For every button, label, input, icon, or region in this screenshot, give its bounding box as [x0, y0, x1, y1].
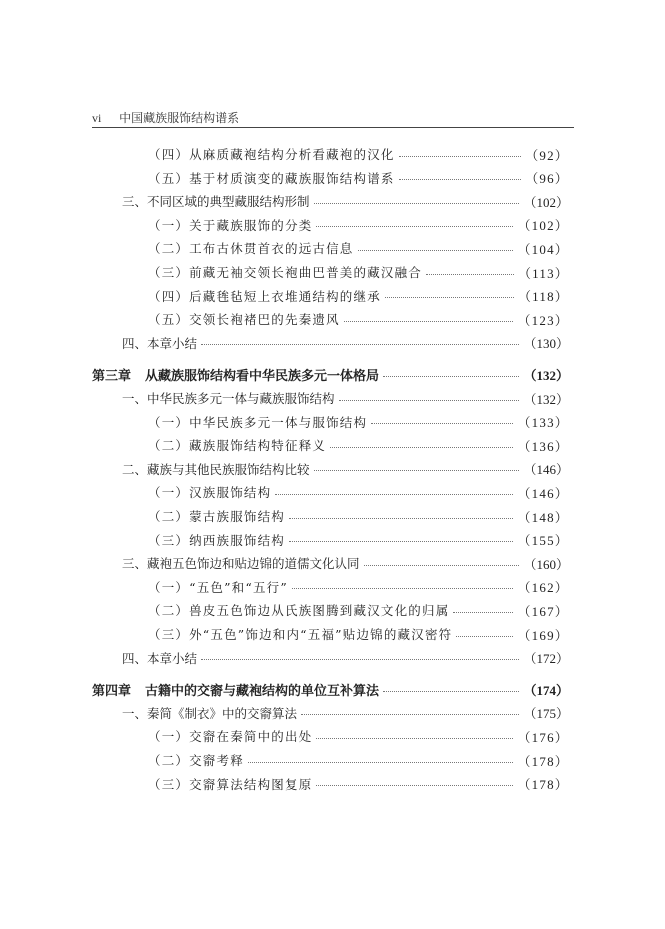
toc-entry	[122, 553, 569, 573]
dot-leader	[383, 691, 519, 692]
entry-page: （176）	[517, 729, 569, 745]
entry-page: （92）	[525, 147, 569, 163]
entry-title: （五）交领长袍褚巴的先秦遗风	[148, 312, 340, 328]
dot-leader	[385, 297, 514, 298]
page-number: vi	[92, 111, 102, 125]
dot-leader	[371, 423, 513, 424]
entry-title: （一）“五色”和“五行”	[148, 579, 288, 595]
entry-title: （二）工布古休贯首衣的远古信息	[148, 241, 354, 257]
toc-entry	[148, 412, 569, 432]
dot-leader	[201, 659, 519, 660]
entry-page: （148）	[517, 509, 569, 525]
entry-title: （二）交窬考释	[148, 753, 244, 768]
toc-entry	[148, 750, 569, 770]
entry-title: （五）基于材质演变的藏族服饰结构谱系	[148, 170, 395, 186]
entry-title: （三）外“五色”饰边和内“五福”贴边锦的藏汉密符	[148, 627, 453, 642]
entry-page: （146）	[517, 485, 569, 501]
entry-page: （102）	[523, 194, 569, 210]
dot-leader	[344, 321, 514, 322]
toc-entry	[148, 262, 569, 282]
dot-leader	[456, 636, 513, 637]
running-header	[92, 109, 574, 128]
toc-entry	[122, 459, 569, 479]
dot-leader	[399, 179, 522, 180]
entry-page: （102）	[517, 218, 569, 234]
entry-page: （136）	[517, 438, 569, 454]
toc-entry	[148, 168, 569, 188]
entry-page: （104）	[517, 241, 569, 257]
toc-entry	[148, 238, 569, 258]
entry-page: （113）	[517, 265, 569, 281]
entry-page: （96）	[525, 171, 569, 187]
dot-leader	[292, 588, 514, 589]
dot-leader	[316, 738, 513, 739]
entry-page: （172）	[523, 651, 569, 667]
toc-entry	[148, 726, 569, 746]
entry-page: （146）	[523, 462, 569, 478]
toc-entry	[148, 600, 569, 620]
entry-page: （178）	[517, 753, 569, 769]
entry-title: 二、藏族与其他民族服饰结构比较	[122, 461, 310, 477]
entry-title: （四）从麻质藏袍结构分析看藏袍的汉化	[148, 147, 395, 162]
dot-leader	[364, 565, 520, 566]
dot-leader	[289, 518, 513, 519]
entry-page: （132）	[523, 391, 569, 407]
entry-title: 三、藏袍五色饰边和贴边锦的道儒文化认同	[122, 556, 360, 572]
entry-title: （一）交窬在秦简中的出处	[148, 729, 313, 745]
dot-leader	[201, 344, 519, 345]
entry-title: 古籍中的交窬与藏袍结构的单位互补算法	[145, 683, 380, 699]
dot-leader	[383, 376, 519, 377]
entry-title: （四）后藏毪毡短上衣堆通结构的继承	[148, 288, 381, 304]
entry-title: （一）汉族服饰结构	[148, 485, 272, 501]
entry-title: 一、中华民族多元一体与藏族服饰结构	[122, 391, 335, 406]
entry-page: （155）	[517, 533, 569, 549]
toc-entry	[148, 309, 569, 329]
entry-page: （132）	[523, 367, 569, 383]
dot-leader	[358, 250, 514, 251]
toc-entry	[148, 530, 569, 550]
entry-title: （三）前藏无袖交领长袍曲巴普美的藏汉融合	[148, 265, 423, 280]
toc-entry	[148, 286, 569, 306]
dot-leader	[330, 447, 513, 448]
toc-entry	[122, 191, 569, 211]
toc-entry	[122, 648, 569, 668]
dot-leader	[426, 274, 514, 275]
toc-entry	[148, 506, 569, 526]
dot-leader	[301, 714, 519, 715]
entry-title: （二）兽皮五色饰边从氏族图腾到藏汉文化的归属	[148, 603, 450, 619]
entry-page: （118）	[517, 289, 569, 305]
chapter-number: 第三章	[92, 368, 132, 384]
dot-leader	[289, 541, 513, 542]
chapter-number: 第四章	[92, 683, 132, 699]
entry-page: （174）	[523, 682, 569, 698]
entry-title: （二）蒙古族服饰结构	[148, 509, 286, 524]
toc-entry	[122, 333, 569, 353]
dot-leader	[399, 156, 522, 157]
dot-leader	[316, 226, 513, 227]
book-title: 中国藏族服饰结构谱系	[119, 111, 240, 125]
dot-leader	[314, 470, 520, 471]
entry-page: （130）	[523, 336, 569, 352]
entry-title: （三）交窬算法结构图复原	[148, 776, 313, 792]
dot-leader	[316, 785, 513, 786]
toc-chapter-entry	[92, 679, 569, 699]
entry-page: （133）	[517, 415, 569, 431]
dot-leader	[339, 400, 520, 401]
entry-page: （123）	[517, 312, 569, 328]
toc-entry	[148, 215, 569, 235]
entry-title: （三）纳西族服饰结构	[148, 532, 286, 548]
entry-page: （178）	[517, 777, 569, 793]
entry-title: （一）关于藏族服饰的分类	[148, 217, 313, 233]
toc-entry	[122, 388, 569, 408]
toc-chapter-entry	[92, 364, 569, 384]
entry-page: （167）	[517, 603, 569, 619]
toc-entry	[148, 577, 569, 597]
entry-page: （169）	[517, 627, 569, 643]
entry-title: 四、本章小结	[122, 335, 198, 351]
toc-entry	[148, 435, 569, 455]
dot-leader	[314, 203, 520, 204]
toc-entry	[148, 774, 569, 794]
entry-page: （160）	[523, 556, 569, 572]
dot-leader	[453, 612, 513, 613]
entry-title: （二）藏族服饰结构特征释义	[148, 438, 327, 454]
toc-entry	[148, 144, 569, 164]
entry-title: 一、秦简《制衣》中的交窬算法	[122, 705, 298, 721]
dot-leader	[248, 762, 514, 763]
toc-entry	[148, 624, 569, 644]
entry-title: （一）中华民族多元一体与服饰结构	[148, 414, 368, 430]
entry-page: （162）	[517, 580, 569, 596]
entry-title: 从藏族服饰结构看中华民族多元一体格局	[145, 368, 380, 384]
toc-entry	[148, 482, 569, 502]
entry-title: 三、不同区域的典型藏服结构形制	[122, 194, 310, 210]
toc-entry	[122, 703, 569, 723]
dot-leader	[275, 494, 513, 495]
entry-page: （175）	[523, 706, 569, 722]
entry-title: 四、本章小结	[122, 650, 198, 666]
